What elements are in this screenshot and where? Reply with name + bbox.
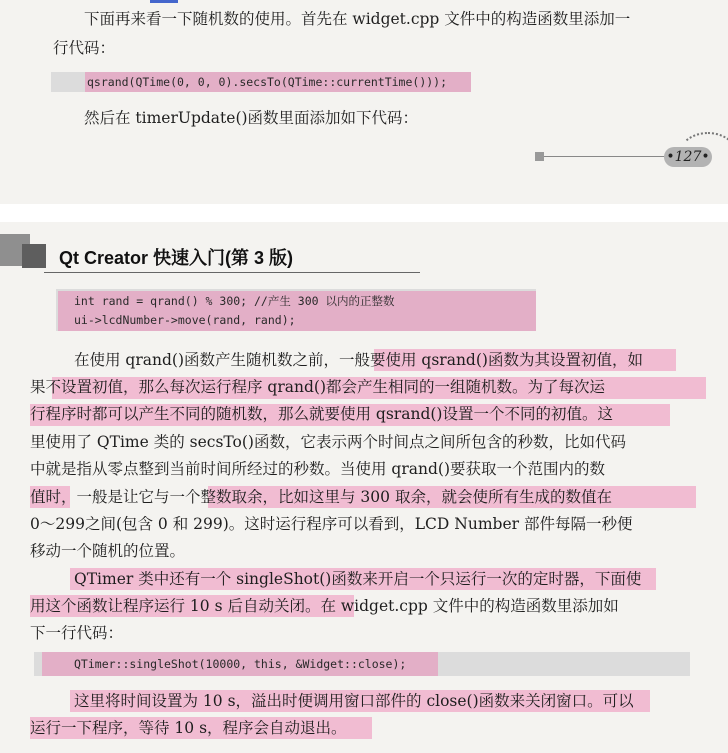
- paragraph-line: 用这个函数让程序运行 10 s 后自动关闭。在 widget.cpp 文件中的构造函数里添加如: [30, 597, 619, 615]
- paragraph-line: 果不设置初值，那么每次运行程序 qrand()都会产生相同的一组随机数。为了每次运: [30, 378, 606, 396]
- bottom-page: [0, 222, 728, 753]
- paragraph-line: 里使用了 QTime 类的 secsTo()函数，它表示两个时间点之间所包含的秒数，比如代码: [30, 433, 626, 451]
- paragraph-line: 行代码：: [53, 39, 116, 57]
- page-gap: [0, 204, 728, 222]
- top-page: [0, 0, 728, 204]
- paragraph-line: 然后在 timerUpdate()函数里面添加如下代码：: [84, 109, 419, 127]
- page-number: •127•: [664, 147, 712, 167]
- paragraph-line: 行程序时都可以产生不同的随机数，那么就要使用 qsrand()设置一个不同的初值。这: [30, 405, 613, 423]
- code-line: QTimer::singleShot(10000, this, &Widget::close);: [74, 657, 407, 671]
- code-block: [34, 652, 690, 676]
- paragraph-line: 中就是指从零点整到当前时间所经过的秒数。当使用 qrand()要获取一个范围内的数: [30, 460, 606, 478]
- header-rule: [44, 272, 420, 273]
- code-block: [56, 289, 536, 331]
- highlight-mark: [150, 0, 178, 3]
- code-block: [51, 72, 471, 92]
- paragraph-line: 值时，一般是让它与一个整数取余，比如这里与 300 取余，就会使所有生成的数值在: [30, 488, 612, 506]
- running-header-title: Qt Creator 快速入门(第 3 版): [59, 248, 294, 268]
- paragraph-line: 移动一个随机的位置。: [30, 542, 186, 560]
- header-square-icon: [22, 244, 46, 268]
- paragraph-line: 下面再来看一下随机数的使用。首先在 widget.cpp 文件中的构造函数里添加一: [84, 10, 631, 28]
- code-line: ui->lcdNumber->move(rand, rand);: [74, 313, 296, 327]
- paragraph-line: 下一行代码：: [30, 624, 124, 642]
- code-line: int rand = qrand() % 300; //产生 300 以内的正整数: [74, 294, 395, 308]
- code-line: qsrand(QTime(0, 0, 0).secsTo(QTime::currentTime()));: [87, 75, 448, 89]
- paragraph-line: 在使用 qrand()函数产生随机数之前，一般要使用 qsrand()函数为其设置初值，如: [74, 351, 643, 369]
- footer-square-icon: [535, 152, 544, 161]
- footer-rule: [544, 156, 666, 157]
- paragraph-line: QTimer 类中还有一个 singleShot()函数来开启一个只运行一次的定时器，下面使: [74, 570, 642, 588]
- paragraph-line: 运行一下程序，等待 10 s，程序会自动退出。: [30, 719, 347, 737]
- paragraph-line: 0～299之间(包含 0 和 299)。这时运行程序可以看到，LCD Number 部件每隔一秒便: [30, 515, 633, 533]
- paragraph-line: 这里将时间设置为 10 s，溢出时便调用窗口部件的 close()函数来关闭窗口。可以: [74, 692, 634, 710]
